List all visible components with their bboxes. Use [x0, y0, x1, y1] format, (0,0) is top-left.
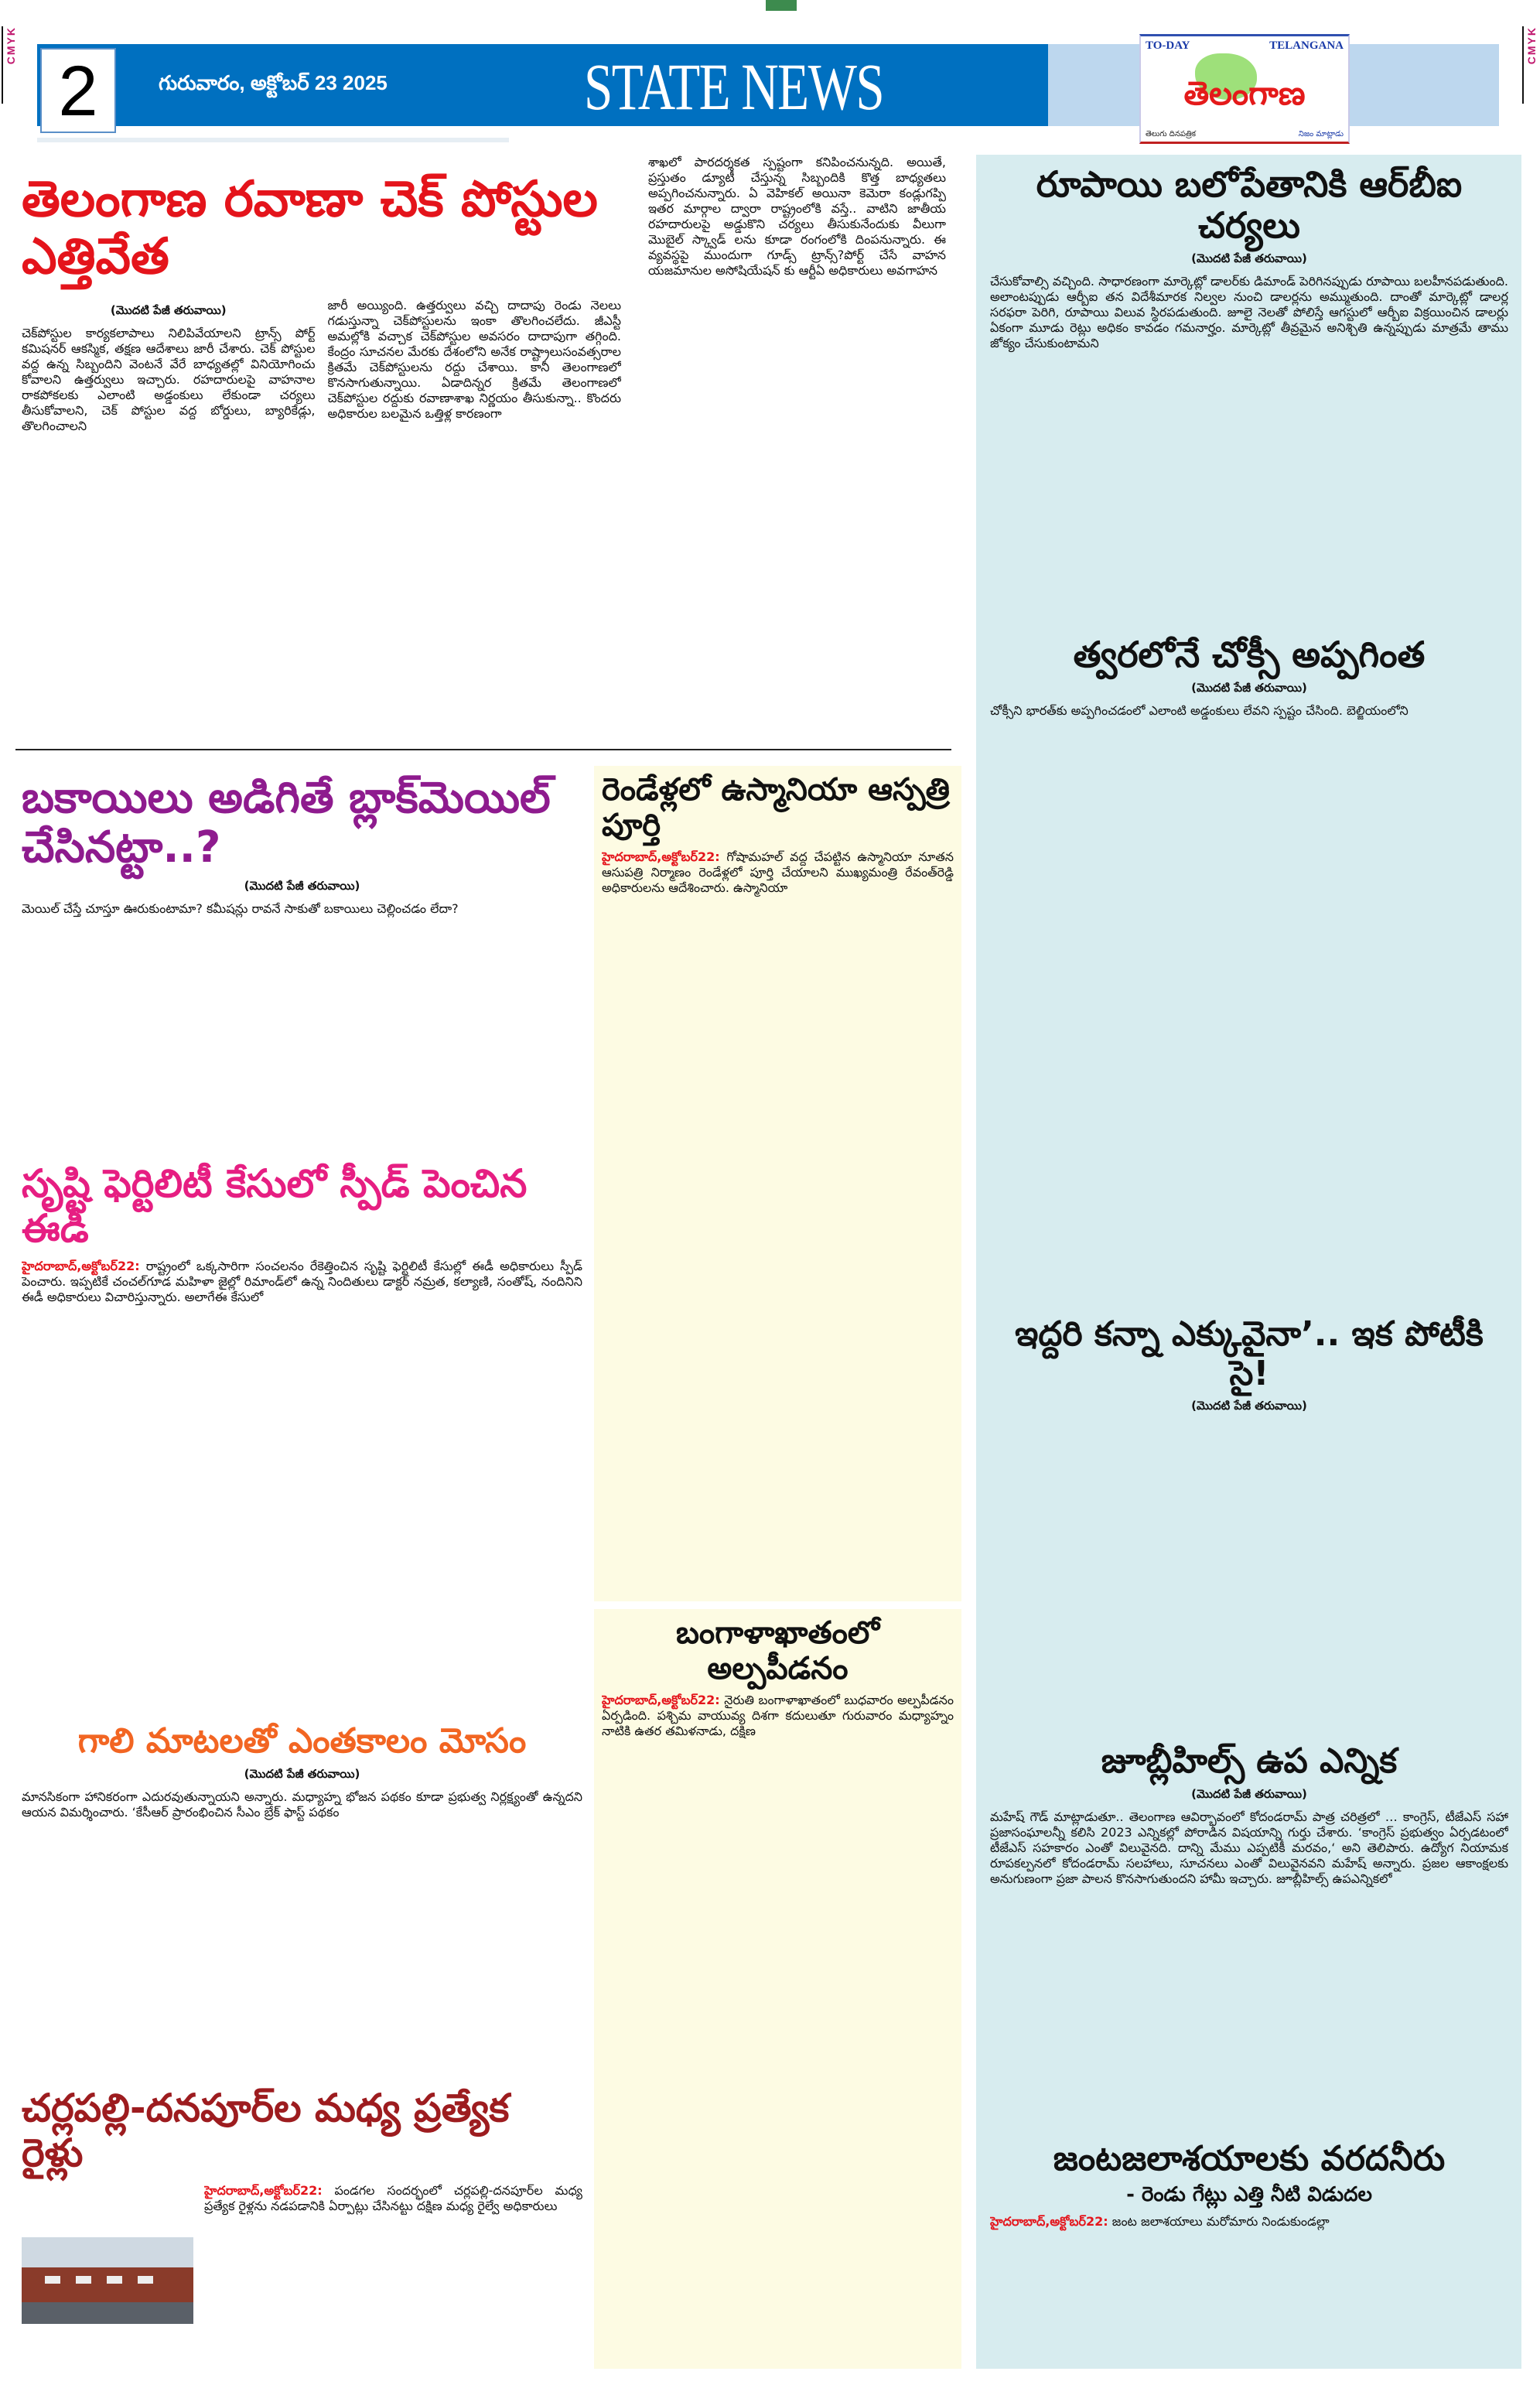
- article-jubilee-hills: [990, 1742, 1508, 2135]
- newspaper-logo: [1139, 34, 1350, 144]
- dateline: హైదరాబాద్,అక్టోబర్22:: [602, 1693, 720, 1707]
- article-body: చోక్సీని భారత్‌కు అప్పగించడంలో ఎలాంటి అడ్డంకులు లేవని స్పష్టం చేసింది. బెల్జియంలోని: [990, 702, 1409, 718]
- cmyk-registration-mark-left: [2, 26, 17, 104]
- article-body: గోషామహల్ వద్ద చేపట్టిన ఉస్మానియా నూతన ఆసుపత్రి నిర్మాణం రెండేళ్లలో పూర్తి చేయాలని ముఖ్యమంత్రి రేవంత్‌రెడ్డి అధికారులను ఆదేశించారు. ఉస్మానియా: [602, 849, 954, 895]
- headline: బకాయిలు అడిగితే బ్లాక్‌మెయిల్ చేసినట్టా..?: [22, 774, 551, 873]
- subheadline: - రెండు గేట్లు ఎత్తి నీటి విడుదల: [1126, 2182, 1372, 2206]
- article-checkposts: [22, 172, 621, 740]
- logo-text: TO-DAY: [1146, 39, 1190, 52]
- article-body: చేసుకోవాల్సి వచ్చింది. సాధారణంగా మార్కెట్లో డాలర్‌కు డిమాండ్ పెరిగినప్పుడు రూపాయి బలహీనపడుతుంది. అలాంటప్పుడు ఆర్బీఐ తన విదేశీమారక నిల్వల నుంచి డాలర్లను అమ్ముతుంది. దాంతో మార్కెట్లో డాలర్ల సరఫరా పెరిగి, రూపాయి విలువ స్థిరపడుతుంది. జూలై నెలతో పోలిస్తే ఆగస్టులో ఆర్బీఐ విక్రయించిన డాలర్లు ఏకంగా మూడు రెట్లు అధికం కావడం గమనార్హం. మార్కెట్లో తీవ్రమైన అనిశ్చితి ఉన్నప్పుడు మాత్రమే తాము జోక్యం చేసుకుంటామని: [990, 273, 1508, 350]
- article-column: [990, 1782, 1508, 2135]
- article-columns: [22, 298, 621, 740]
- article-body: మెయిల్ చేస్తే చూస్తూ ఊరుకుంటామా? కమీషన్లు రావనే సాకుతో బకాయిలు చెల్లించడం లేదా?: [22, 900, 459, 916]
- article-body: శాఖలో పారదర్శకత స్పష్టంగా కనిపించనున్నది. అయితే, ప్రస్తుతం డ్యూటీ చేస్తున్న సిబ్బందికి కొత్త బాధ్యతలు అప్పగించనున్నారు. ఏ వెహికల్ అయినా కెమెరా కండ్లుగప్పి ఇతర మార్గాల ద్వారా రాష్ట్రంలోకి వస్తే.. వాటిని జాతీయ రహదారులపై అడ్డుకొని చర్యలు తీసుకునేందుకు వీలుగా మొబైల్ స్క్వాడ్ లను కూడా రంగంలోకి దింపనున్నారు. ఈ వ్యవస్థపై ముందుగా గూడ్స్ ట్రాన్స్?పోర్ట్ చేసే వాహన యజమానుల అసోషియేషన్ కు ఆర్టీఏ అధికారులు అవగాహన: [648, 155, 946, 278]
- continuation-note: (మొదటి పేజీ తరువాయి): [1191, 1786, 1307, 1801]
- article-hollow-words: [22, 1722, 582, 2081]
- article-choksi: [990, 634, 1508, 1307]
- article-fertility: [22, 1162, 582, 1717]
- article-column: [22, 1761, 582, 2081]
- article-body: పండగల సందర్భంలో చర్లపల్లి-దనపూర్‌ల మధ్య ప్రత్యేక రైళ్లను నడపడానికి ఏర్పాట్లు చేసినట్టు దక్షిణ మధ్య రైల్వే అధికారులు: [204, 2183, 582, 2213]
- dateline: హైదరాబాద్,అక్టోబర్22:: [602, 849, 720, 864]
- color-mark: [766, 0, 797, 11]
- article-column: [328, 298, 622, 740]
- article-body: రాష్ట్రంలో ఒక్కసారిగా సంచలనం రేకెత్తించిన సృష్టి ఫెర్టిలిటీ కేసుల్లో ఈడీ అధికారులు స్పీడ్ పెంచారు. ఇప్పటికే చంచల్‌గూడ మహిళా జైల్లో రిమాండ్‌లో ఉన్న నిందితులు డాక్టర్ నమ్రత, కల్యాణి, సంతోష్, నందినిని ఈడీ అధికారులు విచారిస్తున్నారు. అలాగేఈ కేసులో: [22, 1259, 582, 1304]
- headline: సృష్టి ఫెర్టిలిటీ కేసులో స్పీడ్ పెంచిన ఈడీ: [22, 1162, 528, 1251]
- page-number: 2: [40, 48, 116, 133]
- continuation-note: (మొదటి పేజీ తరువాయి): [244, 1766, 360, 1781]
- headline: చర్లపల్లి-దనపూర్‌ల మధ్య ప్రత్యేక రైళ్లు: [22, 2086, 510, 2175]
- dateline: హైదరాబాద్,అక్టోబర్22:: [204, 2183, 323, 2198]
- continuation-note: (మొదటి పేజీ తరువాయి): [110, 303, 227, 318]
- dateline: హైదరాబాద్,అక్టోబర్22:: [990, 2214, 1108, 2230]
- article-row: [22, 2183, 582, 2369]
- continuation-note: (మొదటి పేజీ తరువాయి): [1191, 1399, 1307, 1413]
- section-title: STATE NEWS: [584, 50, 884, 124]
- headline: గాలి మాటలతో ఎంతకాలం మోసం: [77, 1722, 527, 1761]
- headline: బంగాళాఖాతంలో అల్పపీడనం: [675, 1615, 880, 1686]
- issue-date: గురువారం, అక్టోబర్ 23 2025: [159, 71, 388, 94]
- article-column: [990, 675, 1508, 1307]
- train-photo: [22, 2237, 193, 2324]
- article-body: మహేష్ గౌడ్ మాట్లాడుతూ.. తెలంగాణ ఆవిర్భావంలో కోదండరామ్ పాత్ర చరిత్రలో … కాంగ్రెస్, టీజేఎస్ సహా ప్రజాసంఘాలన్నీ కలిసి 2023 ఎన్నికల్లో పోరాడిన విషయాన్ని గుర్తు చేశారు. ‘కాంగ్రెస్ ప్రభుత్వం ఏర్పడటంలో టీజేఎస్ సహకారం ఎంతో విలువైనది. దాన్ని మేము ఎప్పటికీ మరవం,‘ అని తెలిపారు. ఉద్యోగ నియామక రూపకల్పనలో కోదండరామ్ సలహాలు, సూచనలు ఎంతో విలువైనవని మహేష్ అన్నారు. ప్రజల ఆకాంక్షలకు అనుగుణంగా ప్రజా పాలన కొనసాగుతుందని హామీ ఇచ్చారు. జూబ్లీహిల్స్ ఉపఎన్నికలో: [990, 1809, 1508, 1886]
- article-column: [990, 1393, 1508, 1737]
- logo-tagline: తెలుగు దినపత్రిక: [1146, 130, 1197, 138]
- article-column: [602, 849, 954, 1596]
- article-column: [648, 155, 946, 735]
- article-trains: [22, 2086, 582, 2369]
- article-arrears: [22, 774, 582, 1157]
- dateline: హైదరాబాద్,అక్టోబర్22:: [22, 1259, 140, 1273]
- article-column: [990, 2214, 1508, 2364]
- logo-tagline: నిజం మాట్లాడు: [1298, 130, 1344, 138]
- article-body: మానసికంగా హానికరంగా ఎదురవుతున్నాయని అన్నారు. మధ్యాహ్న భోజన పథకం కూడా ప్రభుత్వ నిర్లక్ష్యంతో ఉన్నదని ఆయన విమర్శించారు. ‘కేసీఆర్ ప్రారంభించిన సీఎం బ్రేక్ ఫాస్ట్ పథకం: [22, 1789, 582, 1820]
- registration-mark-text: CMYK: [5, 26, 17, 65]
- article-column: [602, 1693, 954, 2364]
- divider: [37, 138, 509, 142]
- article-body: జారీ అయ్యింది. ఉత్తర్వులు వచ్చి దాదాపు రెండు నెలలు గడుస్తున్నా చెక్‌పోస్టులను ఇంకా తొలగించలేదు. జీఎస్టీ అమల్లోకి వచ్చాక చెక్‌పోస్టుల అవసరం దాదాపుగా తగ్గింది. కేంద్రం సూచనల మేరకు దేశంలోని అనేక రాష్ట్రాలుసంవత్సరాల క్రితమే చెక్‌పోస్టులను రద్దు చేశాయి. కానీ తెలంగాణలో కొనసాగుతున్నాయి. ఏడాదిన్నర క్రితమే తెలంగాణలో చెక్‌పోస్టుల రద్దుకు రవాణాశాఖ నిర్ణయం తీసుకున్నా.. కొందరు అధికారుల బలమైన ఒత్తిళ్ల కారణంగా: [327, 298, 621, 422]
- continuation-note: (మొదటి పేజీ తరువాయి): [244, 878, 360, 893]
- logo-name: తెలంగాణ: [1183, 74, 1306, 112]
- continuation-note: (మొదటి పేజీ తరువాయి): [1191, 680, 1307, 695]
- article-body: చెక్‌పోస్టుల కార్యకలాపాలు నిలిపివేయాలని ట్రాన్స్ పోర్ట్ కమిషనర్ ఆకస్మిక, తక్షణ ఆదేశాలు జారీ చేశారు. చెక్ పోస్టుల వద్ద ఉన్న సిబ్బందిని వెంటనే వేరే బాధ్యతల్లో వినియోగించు కోవాలని ఉత్తర్వులు ఇచ్చారు. రహదారులపై వాహనాల రాకపోకలకు ఎలాంటి అడ్డంకులు లేకుండా చర్యలు తీసుకోవాలని, చెక్ పోస్టుల వద్ద బోర్డులు, బ్యారికేడ్లు, తొలగించాలని: [22, 326, 316, 434]
- headline: త్వరలోనే చోక్సీ అప్పగింత: [1073, 634, 1426, 675]
- headline: జంటజలాశయాలకు వరదనీరు: [1053, 2140, 1446, 2178]
- article-column: [22, 1259, 582, 1717]
- article-reservoirs: [990, 2140, 1508, 2364]
- headline: ఇద్దరి కన్నా ఎక్కువైనా’.. ఇక పోటీకి సై!: [1015, 1315, 1484, 1393]
- article-body: నైరుతి బంగాళాఖాతంలో బుధవారం అల్పపీడనం ఏర్పడింది. పశ్చిమ వాయువ్య దిశగా కదులుతూ గురువారం మధ్యాహ్నం నాటికి ఉతర తమిళనాడు, దక్షిణ: [602, 1693, 954, 1738]
- article-column: [990, 246, 1508, 628]
- continuation-note: (మొదటి పేజీ తరువాయి): [1191, 251, 1307, 265]
- headline: జూబ్లీహిల్స్ ఉప ఎన్నిక: [1101, 1742, 1398, 1781]
- article-column: [22, 873, 582, 1157]
- headline: రెండేళ్లలో ఉస్మానియా ఆస్పత్రి పూర్తి: [602, 772, 950, 843]
- article-osmania: [602, 772, 954, 1596]
- logo-text: TELANGANA: [1269, 39, 1344, 52]
- article-column: [22, 298, 316, 740]
- article-contest: [990, 1315, 1508, 1737]
- cmyk-registration-mark-right: [1522, 26, 1538, 104]
- article-body: జంట జలాశయాలు మరోమారు నిండుకుండల్లా: [1111, 2214, 1330, 2230]
- headline: తెలంగాణ రవాణా చెక్ పోస్టుల ఎత్తివేత: [22, 172, 598, 285]
- article-column: [204, 2183, 582, 2369]
- divider: [15, 749, 951, 750]
- article-depression: [602, 1615, 954, 2364]
- article-rupee: [990, 164, 1508, 628]
- headline: రూపాయి బలోపేతానికి ఆర్‌బీఐ చర్యలు: [1036, 164, 1463, 246]
- registration-mark-text: CMYK: [1525, 26, 1538, 65]
